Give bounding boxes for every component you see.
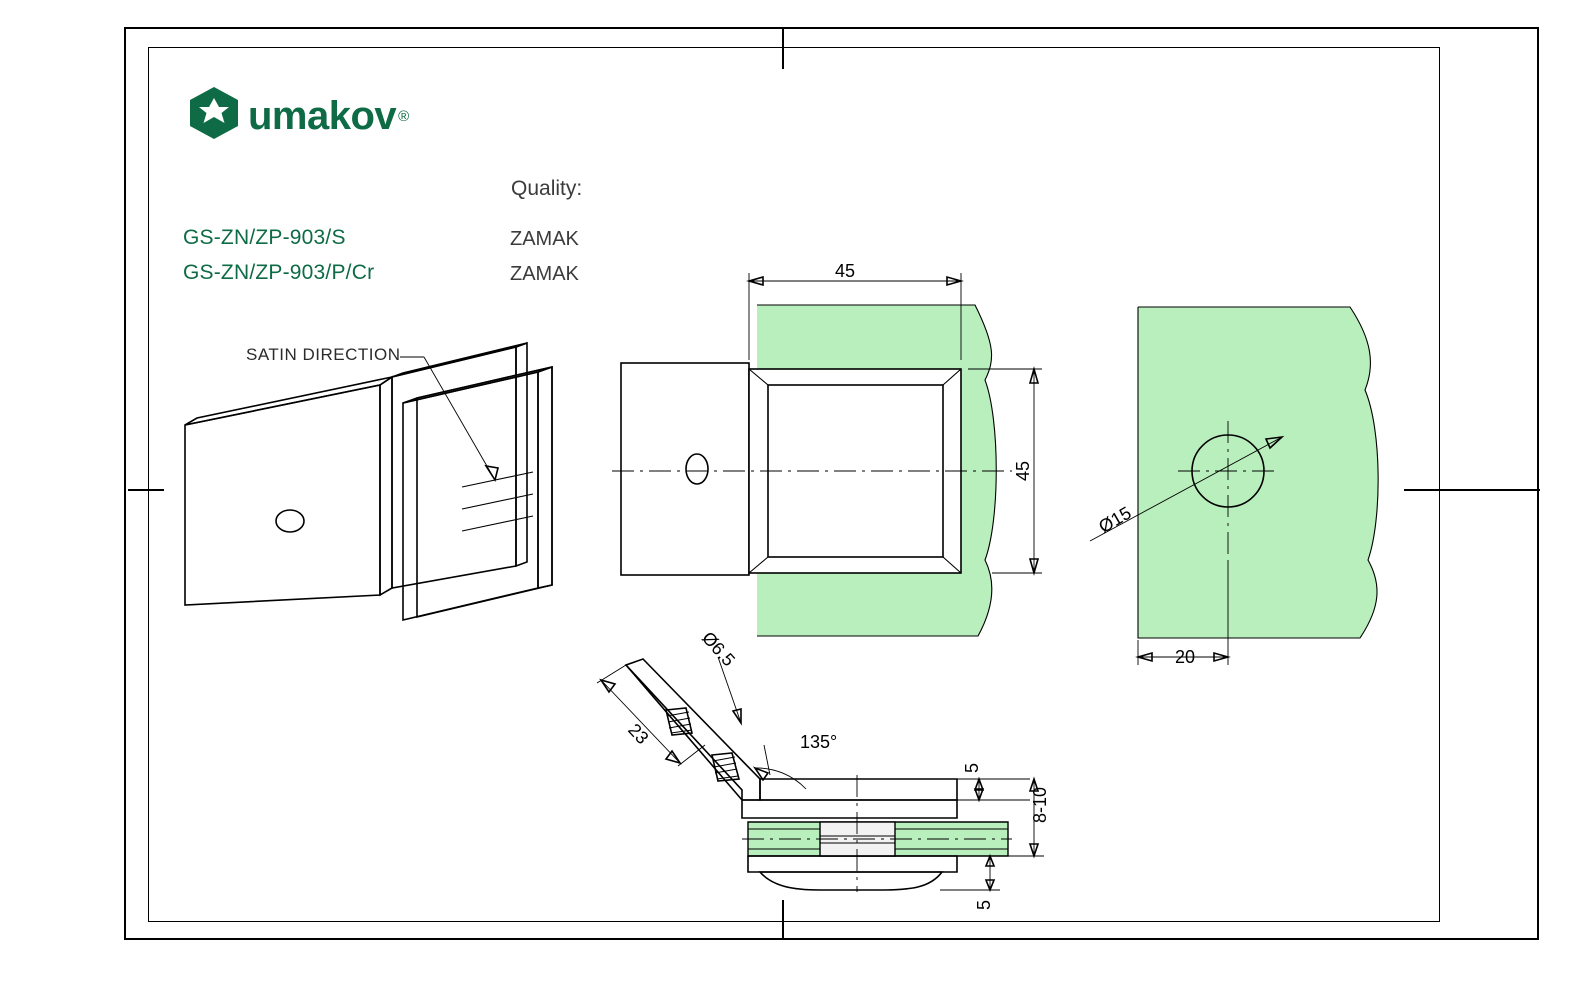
registered-mark: ® (398, 108, 410, 125)
quality-value-1: ZAMAK (510, 228, 579, 250)
product-code-1: GS-ZN/ZP-903/S (183, 226, 346, 249)
quality-label: Quality: (511, 177, 583, 200)
dim-plate-thickness-top: 5 (962, 762, 982, 774)
front-view (612, 261, 1042, 636)
section-view (597, 628, 1050, 910)
dim-hole-diameter: Ø15 (1095, 502, 1135, 537)
quality-value-2: ZAMAK (510, 263, 579, 285)
dim-plate-thickness-bottom: 5 (974, 899, 994, 911)
dim-arm-length: 23 (624, 719, 653, 749)
dim-hole-offset: 20 (1174, 647, 1196, 667)
brand-name: umakov (248, 93, 397, 138)
dim-front-height: 45 (1013, 460, 1033, 482)
dim-front-width: 45 (834, 261, 856, 281)
product-code-2: GS-ZN/ZP-903/P/Cr (183, 261, 375, 284)
dim-angle: 135° (800, 732, 838, 752)
isometric-view (185, 343, 552, 620)
dim-glass-thickness: 8-10 (1030, 786, 1050, 824)
glass-hole-view (1090, 307, 1378, 667)
dim-screw-diameter: Ø6.5 (697, 627, 739, 671)
satin-direction-label: SATIN DIRECTION (246, 345, 401, 364)
